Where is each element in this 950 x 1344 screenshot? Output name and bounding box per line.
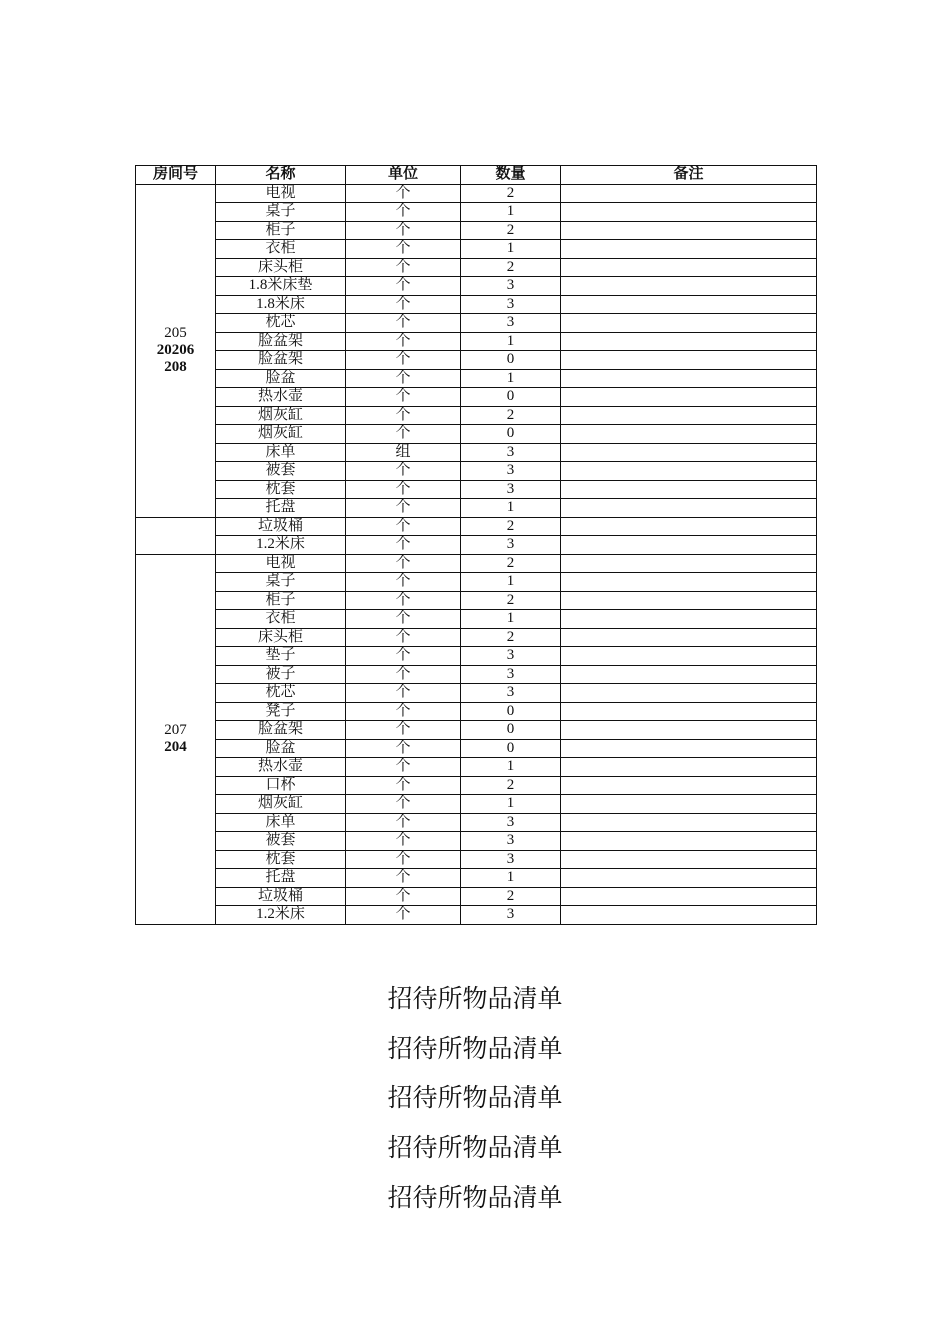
- table-row: [136, 869, 817, 888]
- item-name-cell: 床头柜: [216, 628, 346, 647]
- note-cell: [561, 388, 817, 407]
- note-cell: [561, 351, 817, 370]
- table-row: [136, 221, 817, 240]
- table-row: [136, 628, 817, 647]
- item-name-cell: 脸盆架: [216, 721, 346, 740]
- unit-cell: 个: [346, 425, 461, 444]
- table-row: [136, 850, 817, 869]
- document-title: 招待所物品清单: [387, 1182, 563, 1212]
- table-row: [136, 184, 817, 203]
- note-cell: [561, 869, 817, 888]
- qty-cell: 2: [461, 406, 561, 425]
- table-row: [136, 277, 817, 296]
- item-name-cell: 口杯: [216, 776, 346, 795]
- note-cell: [561, 850, 817, 869]
- document-title: 招待所物品清单: [387, 1083, 563, 1113]
- table-row: [136, 258, 817, 277]
- qty-cell: 2: [461, 258, 561, 277]
- table-row: [136, 314, 817, 333]
- qty-cell: 3: [461, 813, 561, 832]
- item-name-cell: 被子: [216, 665, 346, 684]
- qty-cell: 0: [461, 702, 561, 721]
- item-name-cell: 凳子: [216, 702, 346, 721]
- note-cell: [561, 887, 817, 906]
- unit-cell: 个: [346, 221, 461, 240]
- note-cell: [561, 758, 817, 777]
- table-row: [136, 684, 817, 703]
- note-cell: [561, 314, 817, 333]
- table-row: [136, 665, 817, 684]
- room-number: 205: [164, 325, 187, 341]
- unit-cell: 个: [346, 887, 461, 906]
- item-name-cell: 桌子: [216, 203, 346, 222]
- unit-cell: 个: [346, 776, 461, 795]
- unit-cell: 个: [346, 184, 461, 203]
- table-row: [136, 906, 817, 925]
- item-name-cell: 1.8米床垫: [216, 277, 346, 296]
- qty-cell: 3: [461, 684, 561, 703]
- header-name: 名称: [216, 166, 346, 185]
- unit-cell: 个: [346, 351, 461, 370]
- table-row: [136, 517, 817, 536]
- note-cell: [561, 554, 817, 573]
- qty-cell: 2: [461, 591, 561, 610]
- qty-cell: 2: [461, 554, 561, 573]
- table-row: [136, 739, 817, 758]
- note-cell: [561, 628, 817, 647]
- header-unit: 单位: [346, 166, 461, 185]
- unit-cell: 个: [346, 277, 461, 296]
- table-row: [136, 721, 817, 740]
- unit-cell: 个: [346, 462, 461, 481]
- unit-cell: 个: [346, 332, 461, 351]
- item-name-cell: 柜子: [216, 221, 346, 240]
- qty-cell: 0: [461, 721, 561, 740]
- note-cell: [561, 258, 817, 277]
- item-name-cell: 衣柜: [216, 610, 346, 629]
- table-row: [136, 332, 817, 351]
- note-cell: [561, 647, 817, 666]
- unit-cell: 个: [346, 240, 461, 259]
- room-number: 204: [164, 739, 187, 755]
- unit-cell: 个: [346, 369, 461, 388]
- table-row: [136, 536, 817, 555]
- qty-cell: 2: [461, 184, 561, 203]
- note-cell: [561, 721, 817, 740]
- qty-cell: 3: [461, 277, 561, 296]
- table-row: [136, 832, 817, 851]
- unit-cell: 个: [346, 610, 461, 629]
- qty-cell: 3: [461, 536, 561, 555]
- qty-cell: 3: [461, 850, 561, 869]
- room-number: 207: [164, 722, 187, 738]
- item-name-cell: 1.2米床: [216, 906, 346, 925]
- unit-cell: 个: [346, 739, 461, 758]
- qty-cell: 3: [461, 314, 561, 333]
- room-number-cell: [136, 184, 216, 517]
- unit-cell: 个: [346, 480, 461, 499]
- note-cell: [561, 776, 817, 795]
- item-name-cell: 枕套: [216, 850, 346, 869]
- qty-cell: 1: [461, 369, 561, 388]
- qty-cell: 2: [461, 517, 561, 536]
- note-cell: [561, 203, 817, 222]
- unit-cell: 个: [346, 203, 461, 222]
- note-cell: [561, 480, 817, 499]
- item-name-cell: 热水壶: [216, 388, 346, 407]
- qty-cell: 3: [461, 832, 561, 851]
- table-row: [136, 813, 817, 832]
- unit-cell: 个: [346, 573, 461, 592]
- note-cell: [561, 184, 817, 203]
- qty-cell: 3: [461, 906, 561, 925]
- unit-cell: 个: [346, 591, 461, 610]
- unit-cell: 个: [346, 536, 461, 555]
- qty-cell: 2: [461, 221, 561, 240]
- qty-cell: 1: [461, 869, 561, 888]
- note-cell: [561, 499, 817, 518]
- item-name-cell: 烟灰缸: [216, 425, 346, 444]
- item-name-cell: 脸盆: [216, 739, 346, 758]
- item-name-cell: 脸盆: [216, 369, 346, 388]
- table-row: [136, 462, 817, 481]
- table-row: [136, 406, 817, 425]
- qty-cell: 3: [461, 647, 561, 666]
- note-cell: [561, 832, 817, 851]
- item-name-cell: 枕芯: [216, 314, 346, 333]
- unit-cell: 个: [346, 388, 461, 407]
- unit-cell: 个: [346, 906, 461, 925]
- note-cell: [561, 591, 817, 610]
- table-row: [136, 240, 817, 259]
- note-cell: [561, 739, 817, 758]
- note-cell: [561, 406, 817, 425]
- table-row: [136, 203, 817, 222]
- unit-cell: 个: [346, 517, 461, 536]
- item-name-cell: 烟灰缸: [216, 795, 346, 814]
- table-header-row: [136, 166, 817, 185]
- qty-cell: 1: [461, 758, 561, 777]
- item-name-cell: 1.2米床: [216, 536, 346, 555]
- qty-cell: 1: [461, 795, 561, 814]
- note-cell: [561, 610, 817, 629]
- qty-cell: 3: [461, 295, 561, 314]
- item-name-cell: 垫子: [216, 647, 346, 666]
- item-name-cell: 被套: [216, 462, 346, 481]
- qty-cell: 0: [461, 425, 561, 444]
- table-row: [136, 647, 817, 666]
- note-cell: [561, 369, 817, 388]
- table-row: [136, 573, 817, 592]
- note-cell: [561, 795, 817, 814]
- document-title: 招待所物品清单: [387, 1033, 563, 1063]
- qty-cell: 2: [461, 887, 561, 906]
- unit-cell: 个: [346, 295, 461, 314]
- qty-cell: 1: [461, 332, 561, 351]
- unit-cell: 个: [346, 832, 461, 851]
- note-cell: [561, 665, 817, 684]
- unit-cell: 个: [346, 795, 461, 814]
- unit-cell: 个: [346, 314, 461, 333]
- qty-cell: 3: [461, 443, 561, 462]
- note-cell: [561, 536, 817, 555]
- document-title: 招待所物品清单: [387, 984, 563, 1013]
- item-name-cell: 垃圾桶: [216, 517, 346, 536]
- unit-cell: 个: [346, 647, 461, 666]
- qty-cell: 1: [461, 610, 561, 629]
- table-row: [136, 554, 817, 573]
- item-name-cell: 枕套: [216, 480, 346, 499]
- table-row: [136, 480, 817, 499]
- header-room: 房间号: [136, 166, 216, 185]
- unit-cell: 个: [346, 684, 461, 703]
- qty-cell: 0: [461, 739, 561, 758]
- item-name-cell: 热水壶: [216, 758, 346, 777]
- room-number-cell: [136, 517, 216, 554]
- item-name-cell: 衣柜: [216, 240, 346, 259]
- item-name-cell: 脸盆架: [216, 332, 346, 351]
- note-cell: [561, 573, 817, 592]
- table-row: [136, 499, 817, 518]
- item-name-cell: 床单: [216, 813, 346, 832]
- table-body: [136, 184, 817, 924]
- qty-cell: 3: [461, 480, 561, 499]
- note-cell: [561, 221, 817, 240]
- room-number: 20206: [156, 342, 195, 358]
- note-cell: [561, 517, 817, 536]
- note-cell: [561, 425, 817, 444]
- table-row: [136, 388, 817, 407]
- table-row: [136, 887, 817, 906]
- table-row: [136, 702, 817, 721]
- note-cell: [561, 906, 817, 925]
- item-name-cell: 托盘: [216, 499, 346, 518]
- qty-cell: 0: [461, 351, 561, 370]
- header-note: 备注: [561, 166, 817, 185]
- table-row: [136, 795, 817, 814]
- unit-cell: 个: [346, 406, 461, 425]
- qty-cell: 1: [461, 573, 561, 592]
- note-cell: [561, 813, 817, 832]
- unit-cell: 个: [346, 665, 461, 684]
- note-cell: [561, 443, 817, 462]
- table-row: [136, 369, 817, 388]
- qty-cell: 2: [461, 776, 561, 795]
- note-cell: [561, 277, 817, 296]
- header-qty: 数量: [461, 166, 561, 185]
- unit-cell: 个: [346, 721, 461, 740]
- item-name-cell: 电视: [216, 554, 346, 573]
- note-cell: [561, 684, 817, 703]
- item-name-cell: 脸盆架: [216, 351, 346, 370]
- note-cell: [561, 702, 817, 721]
- qty-cell: 2: [461, 628, 561, 647]
- qty-cell: 3: [461, 665, 561, 684]
- item-name-cell: 垃圾桶: [216, 887, 346, 906]
- table-row: [136, 425, 817, 444]
- room-number-cell: [136, 554, 216, 924]
- table-row: [136, 610, 817, 629]
- item-name-cell: 床单: [216, 443, 346, 462]
- item-name-cell: 托盘: [216, 869, 346, 888]
- room-number: 208: [164, 359, 187, 375]
- note-cell: [561, 462, 817, 481]
- item-name-cell: 烟灰缸: [216, 406, 346, 425]
- item-name-cell: 枕芯: [216, 684, 346, 703]
- qty-cell: 1: [461, 203, 561, 222]
- unit-cell: 个: [346, 499, 461, 518]
- table-row: [136, 443, 817, 462]
- unit-cell: 个: [346, 850, 461, 869]
- unit-cell: 个: [346, 813, 461, 832]
- table-row: [136, 591, 817, 610]
- unit-cell: 个: [346, 554, 461, 573]
- item-name-cell: 床头柜: [216, 258, 346, 277]
- item-name-cell: 被套: [216, 832, 346, 851]
- item-name-cell: 电视: [216, 184, 346, 203]
- note-cell: [561, 295, 817, 314]
- unit-cell: 个: [346, 258, 461, 277]
- qty-cell: 1: [461, 240, 561, 259]
- unit-cell: 个: [346, 758, 461, 777]
- qty-cell: 1: [461, 499, 561, 518]
- table-row: [136, 351, 817, 370]
- note-cell: [561, 240, 817, 259]
- unit-cell: 个: [346, 628, 461, 647]
- item-name-cell: 1.8米床: [216, 295, 346, 314]
- table-row: [136, 776, 817, 795]
- item-name-cell: 桌子: [216, 573, 346, 592]
- table-row: [136, 758, 817, 777]
- inventory-table: [135, 165, 817, 925]
- qty-cell: 0: [461, 388, 561, 407]
- unit-cell: 个: [346, 702, 461, 721]
- unit-cell: 组: [346, 443, 461, 462]
- qty-cell: 3: [461, 462, 561, 481]
- unit-cell: 个: [346, 869, 461, 888]
- note-cell: [561, 332, 817, 351]
- document-title: 招待所物品清单: [387, 1133, 563, 1163]
- table-row: [136, 295, 817, 314]
- item-name-cell: 柜子: [216, 591, 346, 610]
